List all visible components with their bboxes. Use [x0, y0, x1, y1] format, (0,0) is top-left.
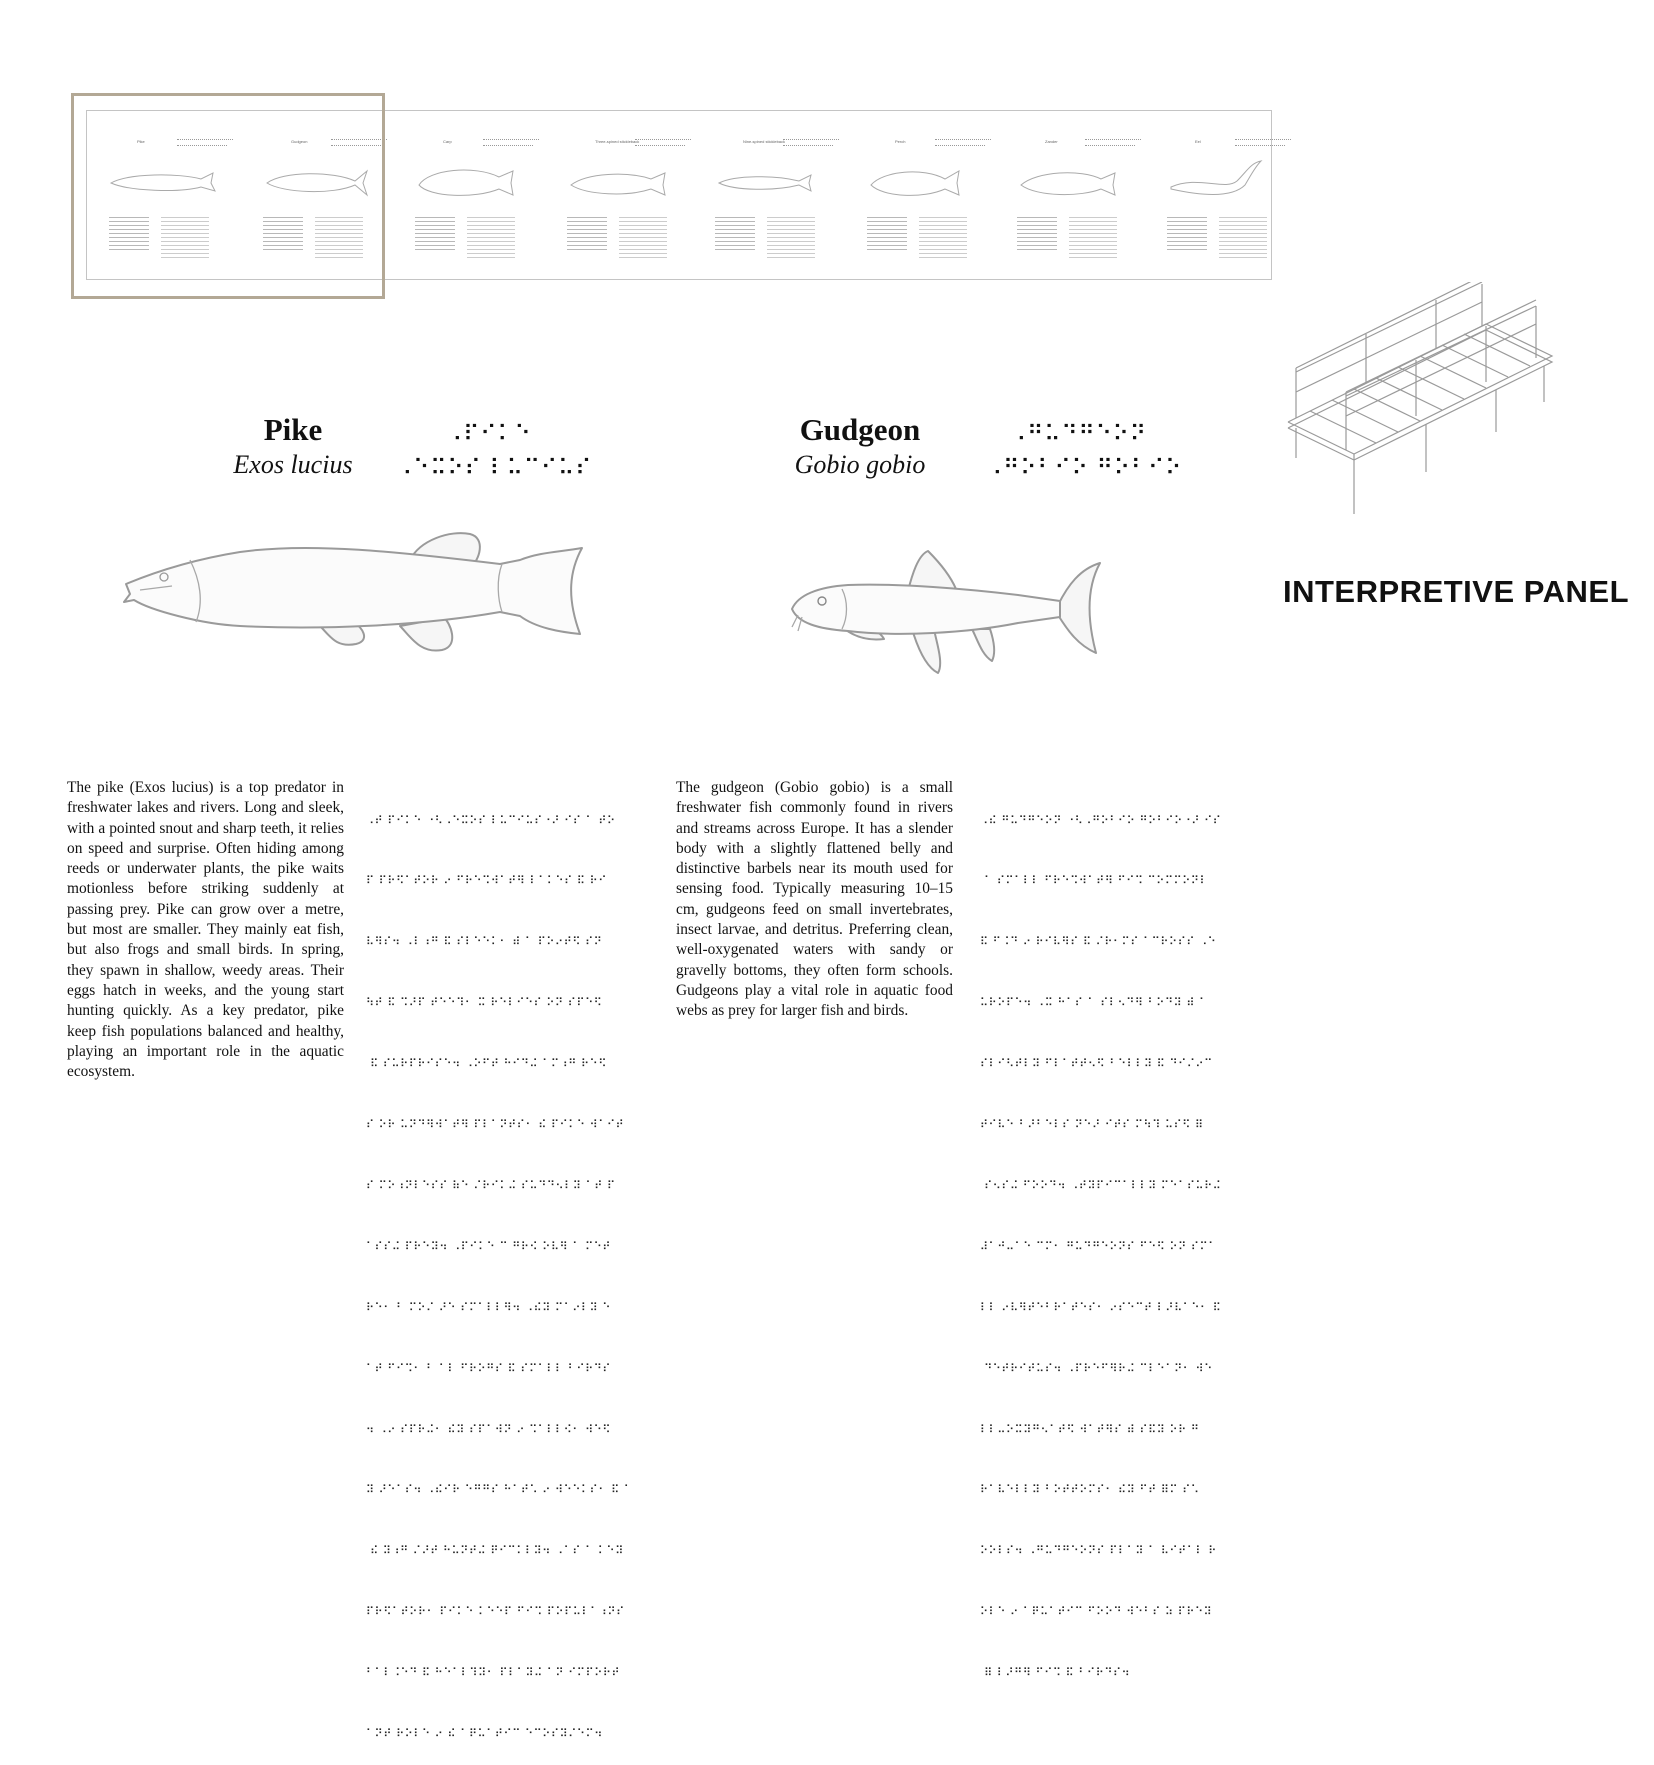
braille-line: ⠎⠢⠎⠬ ⠋⠕⠕⠙⠲ ⠠⠞⠽⠏⠊⠉⠁⠇⠇⠽ ⠍⠑⠁⠎⠥⠗⠬	[980, 1178, 1222, 1192]
pike-latin-name: Exos lucius	[233, 450, 353, 479]
braille-line: ⠇⠇ ⠔⠧⠻⠞⠑⠃⠗⠁⠞⠑⠎⠂ ⠔⠎⠑⠉⠞ ⠇⠜⠧⠁⠑⠂ ⠯	[980, 1300, 1222, 1314]
overview-highlight-frame	[71, 93, 385, 299]
pike-title: Pike	[263, 412, 323, 447]
braille-line: ⠲ ⠠⠔ ⠎⠏⠗⠬⠂ ⠮⠽ ⠎⠏⠁⠺⠝ ⠔ ⠩⠁⠇⠇⠪⠂ ⠺⠑⠫	[366, 1422, 612, 1436]
braille-line: ⠠⠮ ⠛⠥⠙⠛⠑⠕⠝ ⠐⠣⠠⠛⠕⠃⠊⠕ ⠛⠕⠃⠊⠕⠐⠜ ⠊⠎	[980, 813, 1222, 827]
mini-panel-name: Eel	[1195, 139, 1201, 144]
braille-line: ⠽ ⠜⠑⠁⠎⠲ ⠠⠮⠊⠗ ⠑⠛⠛⠎ ⠓⠁⠞⠡ ⠔ ⠺⠑⠑⠅⠎⠂ ⠯ ⠁	[366, 1483, 633, 1497]
mini-fish-icon	[1167, 157, 1277, 201]
mini-panel-name: Gudgeon	[291, 139, 308, 144]
pike-braille-latin: ⠠⠑⠭⠕⠎ ⠇⠥⠉⠊⠥⠎	[396, 456, 593, 481]
mini-panel-name: Three-spined stickleback	[595, 139, 640, 144]
gudgeon-description: The gudgeon (Gobio gobio) is a small freshwater fish commonly found in rivers and streams across Europe. It has a slender body with a slightly flattened belly and distinctive barbels near its mouth used for sensing food. Typically measuring 10–15 cm, gudgeons feed on small invertebrates, insect larvae, and detritus. Preferring clean, well-oxygenated waters with sandy or gravelly bottoms, they often form schools. Gudgeons play a vital role in aquatic food webs as prey for larger fish and birds.	[676, 779, 953, 1020]
interpretive-panel-label: INTERPRETIVE PANEL	[1283, 574, 1630, 609]
braille-line: ⠼⠁⠚⠤⠁⠑ ⠉⠍⠂ ⠛⠥⠙⠛⠑⠕⠝⠎ ⠋⠑⠫ ⠕⠝ ⠎⠍⠁	[980, 1239, 1217, 1253]
pike-braille-text	[366, 770, 648, 1765]
braille-line: ⠿ ⠇⠜⠛⠻ ⠋⠊⠩ ⠯ ⠃⠊⠗⠙⠎⠲	[980, 1666, 1131, 1680]
braille-line: ⠕⠇⠑ ⠔ ⠁⠟⠥⠁⠞⠊⠉ ⠋⠕⠕⠙ ⠺⠑⠃⠎ ⠵ ⠏⠗⠑⠽	[980, 1605, 1213, 1619]
mini-panel-perch	[867, 139, 1007, 269]
braille-line: ⠞⠊⠧⠑ ⠃⠜⠃⠑⠇⠎ ⠝⠑⠜ ⠊⠞⠎ ⠍⠳⠹ ⠥⠎⠫ ⠿	[980, 1118, 1204, 1132]
mini-panel-name: Zander	[1045, 139, 1058, 144]
mini-panel-name: Perch	[895, 139, 906, 144]
braille-line: ⠁⠎⠎⠬ ⠏⠗⠑⠽⠲ ⠠⠏⠊⠅⠑ ⠉ ⠛⠗⠪ ⠕⠧⠻ ⠁ ⠍⠑⠞	[366, 1239, 612, 1253]
gudgeon-title: Gudgeon	[799, 412, 921, 447]
braille-line: ⠁⠝⠞ ⠗⠕⠇⠑ ⠔ ⠮ ⠁⠟⠥⠁⠞⠊⠉ ⠑⠉⠕⠎⠽⠌⠑⠍⠲	[366, 1726, 603, 1740]
mini-fish-icon	[1017, 167, 1127, 197]
braille-line: ⠇⠇⠤⠕⠭⠽⠛⠢⠁⠞⠫ ⠺⠁⠞⠻⠎ ⠾ ⠎⠯⠽ ⠕⠗ ⠛	[980, 1422, 1200, 1436]
braille-line: ⠁ ⠎⠍⠁⠇⠇ ⠋⠗⠑⠩⠺⠁⠞⠻ ⠋⠊⠩ ⠉⠕⠍⠍⠕⠝⠇	[980, 874, 1209, 888]
braille-line: ⠎ ⠕⠗ ⠥⠝⠙⠻⠺⠁⠞⠻ ⠏⠇⠁⠝⠞⠎⠂ ⠮ ⠏⠊⠅⠑ ⠺⠁⠊⠞	[366, 1118, 625, 1132]
gudgeon-braille-text	[980, 770, 1262, 1704]
mini-fish-icon	[715, 167, 825, 197]
pike-description: The pike (Exos lucius) is a top predator in freshwater lakes and rivers. Long and sleek, with a pointed snout and sharp teeth, it relies on speed and surprise. Often hiding among reeds or underwater plants, the pike waits motionless before striking suddenly at passing prey. Pike can grow over a metre, but most are smaller. They mainly eat fish, but also frogs and small birds. In spring, they spawn in shallow, weedy areas. Their eggs hatch in weeks, and the young start hunting quickly. As a key predator, pike keep fish populations balanced and healthy, playing an important role in the aquatic ecosystem.	[67, 779, 344, 1081]
gudgeon-braille-latin: ⠠⠛⠕⠃⠊⠕ ⠛⠕⠃⠊⠕	[986, 456, 1183, 481]
braille-line: ⠧⠻⠎⠲ ⠠⠇⠰⠛ ⠯ ⠎⠇⠑⠑⠅⠂ ⠾ ⠁ ⠏⠕⠔⠞⠫ ⠎⠝	[366, 935, 603, 949]
braille-line: ⠯ ⠋⠨⠙ ⠔ ⠗⠊⠧⠻⠎ ⠯ ⠌⠗⠂⠍⠎ ⠁⠉⠗⠕⠎⠎ ⠠⠑	[980, 935, 1217, 949]
braille-line: ⠠⠞ ⠏⠊⠅⠑ ⠐⠣⠠⠑⠭⠕⠎ ⠇⠥⠉⠊⠥⠎⠐⠜ ⠊⠎ ⠁ ⠞⠕	[366, 813, 616, 827]
pike-illustration	[120, 530, 590, 660]
braille-line: ⠏ ⠏⠗⠫⠁⠞⠕⠗ ⠔ ⠋⠗⠑⠩⠺⠁⠞⠻ ⠇⠁⠅⠑⠎ ⠯ ⠗⠊	[366, 874, 607, 888]
braille-line: ⠯ ⠎⠥⠗⠏⠗⠊⠎⠑⠲ ⠠⠕⠋⠞ ⠓⠊⠙⠬ ⠁⠍⠰⠛ ⠗⠑⠫	[366, 1057, 607, 1071]
mini-fish-icon	[415, 167, 525, 197]
pike-braille-title: ⠠⠏⠊⠅⠑	[446, 422, 532, 447]
mini-panel-name: Nine-spined stickleback	[743, 139, 786, 144]
braille-line: ⠎⠇⠊⠣⠞⠇⠽ ⠋⠇⠁⠞⠞⠢⠫ ⠃⠑⠇⠇⠽ ⠯ ⠙⠊⠌⠔⠉	[980, 1057, 1213, 1071]
braille-line: ⠥⠗⠕⠏⠑⠲ ⠠⠭ ⠓⠁⠎ ⠁ ⠎⠇⠢⠙⠻ ⠃⠕⠙⠽ ⠾ ⠁	[980, 996, 1208, 1010]
braille-line: ⠏⠗⠫⠁⠞⠕⠗⠂ ⠏⠊⠅⠑ ⠅⠑⠑⠏ ⠋⠊⠩ ⠏⠕⠏⠥⠇⠁⠰⠝⠎	[366, 1605, 625, 1619]
braille-line: ⠙⠑⠞⠗⠊⠞⠥⠎⠲ ⠠⠏⠗⠑⠋⠻⠗⠬ ⠉⠇⠑⠁⠝⠂ ⠺⠑	[980, 1361, 1213, 1375]
gudgeon-braille-title: ⠠⠛⠥⠙⠛⠑⠕⠝	[1010, 422, 1147, 447]
braille-line: ⠁⠞ ⠋⠊⠩⠂ ⠃ ⠁⠇ ⠋⠗⠕⠛⠎ ⠯ ⠎⠍⠁⠇⠇ ⠃⠊⠗⠙⠎	[366, 1361, 612, 1375]
mini-panel-carp	[415, 139, 555, 269]
mini-fish-icon	[867, 167, 977, 197]
braille-line: ⠎ ⠍⠕⠰⠝⠇⠑⠎⠎ ⠷⠑ ⠌⠗⠊⠅⠬ ⠎⠥⠙⠙⠢⠇⠽ ⠁⠞ ⠏	[366, 1178, 616, 1192]
gudgeon-illustration	[788, 545, 1108, 680]
gudgeon-latin-name: Gobio gobio	[794, 450, 926, 479]
mini-panel-name: Carp	[443, 139, 452, 144]
braille-line: ⠃⠁⠇⠨⠑⠙ ⠯ ⠓⠑⠁⠇⠹⠽⠂ ⠏⠇⠁⠽⠬ ⠁⠝ ⠊⠍⠏⠕⠗⠞	[366, 1666, 621, 1680]
mini-panel-eel	[1167, 139, 1307, 269]
mini-fish-icon	[567, 167, 677, 197]
braille-line: ⠮ ⠽⠰⠛ ⠌⠜⠞ ⠓⠥⠝⠞⠬ ⠟⠊⠉⠅⠇⠽⠲ ⠠⠁⠎ ⠁ ⠅⠑⠽	[366, 1544, 624, 1558]
mini-panel-name: Pike	[137, 139, 145, 144]
bridge-illustration	[1286, 282, 1556, 518]
mini-panel-nine-spined-stickleback	[715, 139, 855, 269]
mini-panel-three-spined-stickleback	[567, 139, 707, 269]
braille-line: ⠳⠞ ⠯ ⠩⠜⠏ ⠞⠑⠑⠹⠂ ⠭ ⠗⠑⠇⠊⠑⠎ ⠕⠝ ⠎⠏⠑⠫	[366, 996, 603, 1010]
braille-line: ⠕⠕⠇⠎⠲ ⠠⠛⠥⠙⠛⠑⠕⠝⠎ ⠏⠇⠁⠽ ⠁ ⠧⠊⠞⠁⠇ ⠗	[980, 1544, 1217, 1558]
mini-panel-zander	[1017, 139, 1157, 269]
braille-line: ⠗⠑⠂ ⠃ ⠍⠕⠌ ⠜⠑ ⠎⠍⠁⠇⠇⠻⠲ ⠠⠮⠽ ⠍⠁⠔⠇⠽ ⠑	[366, 1300, 612, 1314]
braille-line: ⠗⠁⠧⠑⠇⠇⠽ ⠃⠕⠞⠞⠕⠍⠎⠂ ⠮⠽ ⠋⠞ ⠿⠍ ⠎⠡	[980, 1483, 1200, 1497]
